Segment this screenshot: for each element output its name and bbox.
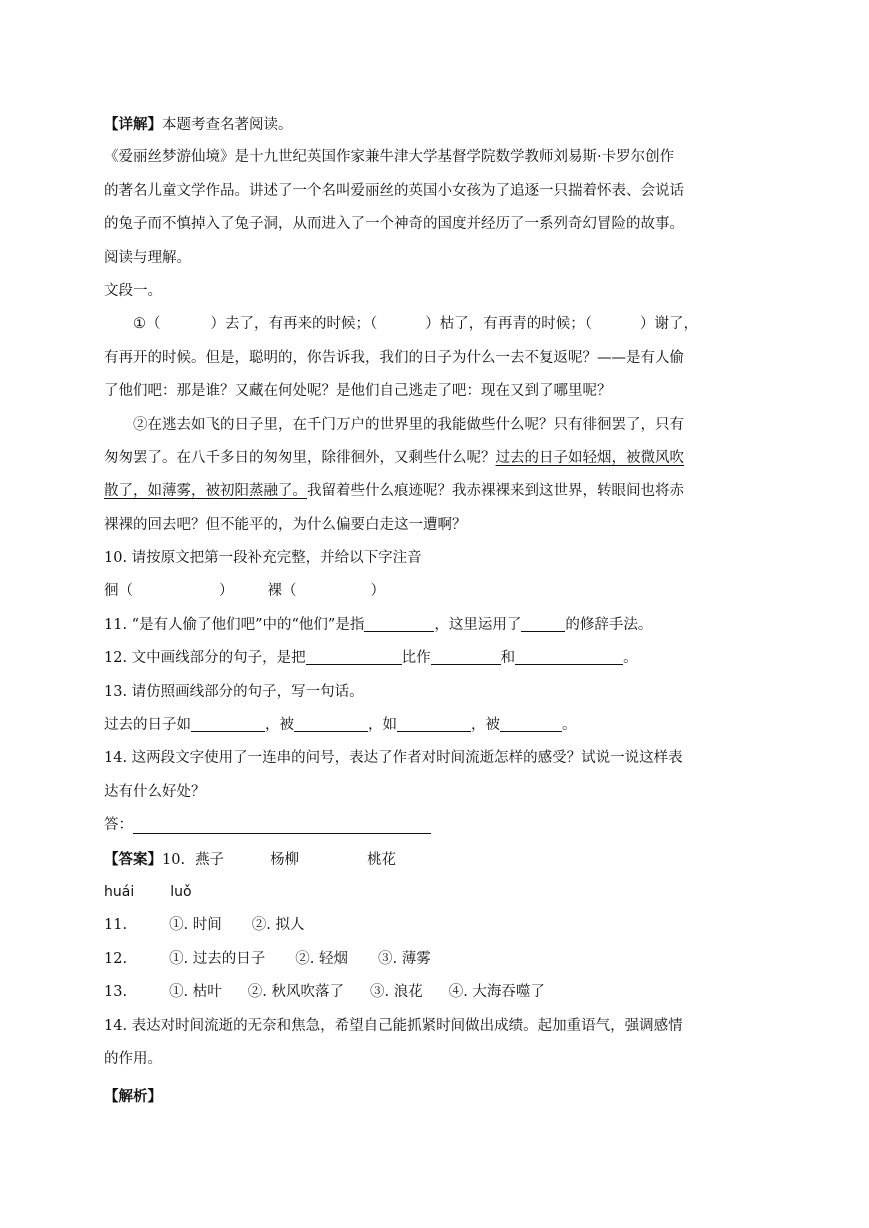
para2-line-4: 裸裸的回去吧？但不能平的，为什么偏要白走这一遭啊？: [104, 516, 467, 533]
char-luo: 裸（: [267, 583, 297, 600]
answer-line: [133, 813, 431, 834]
char-huai: 徊（: [104, 583, 133, 600]
q12-text-b: 比作: [401, 650, 431, 667]
answer-10-1: 燕子: [195, 851, 225, 868]
answer-10: [104, 843, 774, 876]
question-13-template: [104, 709, 774, 742]
para1-line-3: 了他们吧：那是谁？又藏在何处呢？是他们自己逃走了吧：现在又到了哪里呢？: [104, 383, 612, 400]
para1-text-d: ）谢了，: [640, 316, 698, 333]
answer-13-4: ④. 大海吞噬了: [448, 984, 545, 1001]
answer-12-3: ③. 薄雾: [378, 950, 431, 967]
q13-text-a: 过去的日子如: [104, 717, 191, 734]
q12-text-a: 12. 文中画线部分的句子，是把: [104, 650, 306, 667]
question-10: 10. 请按原文把第一段补充完整，并给以下字注音: [104, 550, 422, 567]
answer-11-num: 11.: [104, 917, 128, 934]
underlined-sentence-part-2: 散了，如薄雾，被初阳蒸融了。: [104, 483, 307, 500]
answer-12-num: 12.: [104, 950, 128, 967]
answer-13-3: ③. 浪花: [370, 984, 423, 1001]
detail-text: 本题考查名著阅读。: [162, 117, 293, 133]
para2-text-b: 我留着些什么痕迹呢？我赤裸裸来到这世界，转眼间也将赤: [307, 483, 684, 500]
q13-text-e: 。: [562, 717, 577, 734]
bracket-close-1: ）: [219, 583, 234, 600]
question-13: 13. 请仿照画线部分的句子，写一句话。: [104, 683, 364, 700]
pinyin-huai: huái: [104, 883, 135, 900]
para1-text-a: ①（: [133, 316, 161, 333]
underlined-sentence-part-1: 过去的日子如轻烟，被微风吹: [495, 449, 684, 466]
answer-10-2: 杨柳: [270, 851, 300, 868]
analysis-heading: 【解析】: [104, 1088, 162, 1106]
answer-label: 答：: [104, 817, 133, 834]
answer-11-1: ①. 时间: [169, 917, 222, 934]
q12-blank-3: [515, 646, 623, 665]
para1-line-2: 有再开的时候。但是，聪明的，你告诉我，我们的日子为什么一去不复返呢？——是有人偷: [104, 349, 684, 366]
q12-text-c: 和: [500, 650, 516, 667]
answer-13-2: ②. 秋风吹落了: [247, 984, 344, 1001]
question-12: [104, 642, 774, 675]
q13-text-d: ，被: [471, 717, 500, 734]
question-11: [104, 609, 774, 642]
q11-blank-1: [364, 613, 434, 632]
section-title: 阅读与理解。: [104, 249, 191, 266]
answer-11: [104, 909, 774, 942]
detail-line: [104, 108, 774, 141]
q13-text-c: ，如: [368, 717, 397, 734]
question-10-chars: [104, 575, 774, 608]
para1-text-c: ）枯了，有再青的时候；（: [425, 316, 592, 333]
answer-11-2: ②. 拟人: [251, 917, 305, 934]
para2-text-a: 匆匆罢了。在八千多日的匆匆里，除徘徊外，又剩些什么呢？: [104, 449, 496, 466]
answer-13-1: ①. 枯叶: [169, 984, 222, 1001]
para2-line-1: ②在逃去如飞的日子里，在千门万户的世界里的我能做些什么呢？只有徘徊罢了，只有: [133, 416, 684, 433]
answer-12: [104, 943, 774, 976]
question-14-answer: [104, 809, 774, 842]
intro-line-2: 的著名儿童文学作品。讲述了一个名叫爱丽丝的英国小女孩为了追逐一只揣着怀表、会说话: [104, 182, 684, 199]
q11-text-a: 11. “是有人偷了他们吧”中的“他们”是指: [104, 616, 365, 633]
para2-line-2: [104, 442, 774, 475]
passage-label: 文段一。: [104, 282, 162, 299]
q12-blank-2: [431, 646, 501, 665]
intro-line-3: 的兔子而不慎掉入了兔子洞，从而进入了一个神奇的国度并经历了一系列奇幻冒险的故事。: [104, 216, 684, 233]
question-14-line-1: 14. 这两段文字使用了一连串的问号，表达了作者对时间流逝怎样的感受？试说一说这样表: [104, 750, 683, 767]
q13-blank-3: [397, 713, 471, 732]
answer-14-line-1: 14. 表达对时间流逝的无奈和焦急，希望自己能抓紧时间做出成绩。起加重语气，强调感情: [104, 1017, 683, 1034]
answer-14-line-2: 的作用。: [104, 1050, 162, 1067]
intro-line-1: 《爱丽丝梦游仙境》是十九世纪英国作家兼牛津大学基督学院数学教师刘易斯·卡罗尔创作: [104, 149, 675, 166]
answer-pinyin: [104, 876, 774, 909]
answer-12-1: ①. 过去的日子: [169, 950, 266, 967]
para1-text-b: ）去了，有再来的时候；（: [210, 316, 378, 333]
q11-text-c: 的修辞手法。: [565, 616, 653, 633]
answer-10-num: 10.: [162, 851, 186, 868]
answer-13: [104, 976, 774, 1009]
question-14-line-2: 达有什么好处？: [104, 783, 206, 800]
q13-blank-4: [500, 713, 562, 732]
answer-13-num: 13.: [104, 984, 128, 1001]
document-content: [104, 108, 774, 1114]
answer-10-3: 桃花: [367, 851, 397, 868]
q13-blank-2: [294, 713, 368, 732]
pinyin-luo: luǒ: [170, 883, 192, 900]
q13-blank-1: [191, 713, 265, 732]
detail-heading: 【详解】: [104, 116, 162, 133]
para1-line-1: [104, 308, 774, 341]
q13-text-b: ，被: [265, 717, 294, 734]
answer-heading: 【答案】: [104, 850, 162, 868]
q12-blank-1: [306, 646, 402, 665]
q12-text-d: 。: [623, 650, 638, 667]
q11-blank-2: [521, 613, 565, 632]
bracket-close-2: ）: [370, 583, 385, 600]
answer-12-2: ②. 轻烟: [295, 950, 348, 967]
para2-line-3: [104, 475, 774, 508]
q11-text-b: ，这里运用了: [434, 616, 522, 633]
